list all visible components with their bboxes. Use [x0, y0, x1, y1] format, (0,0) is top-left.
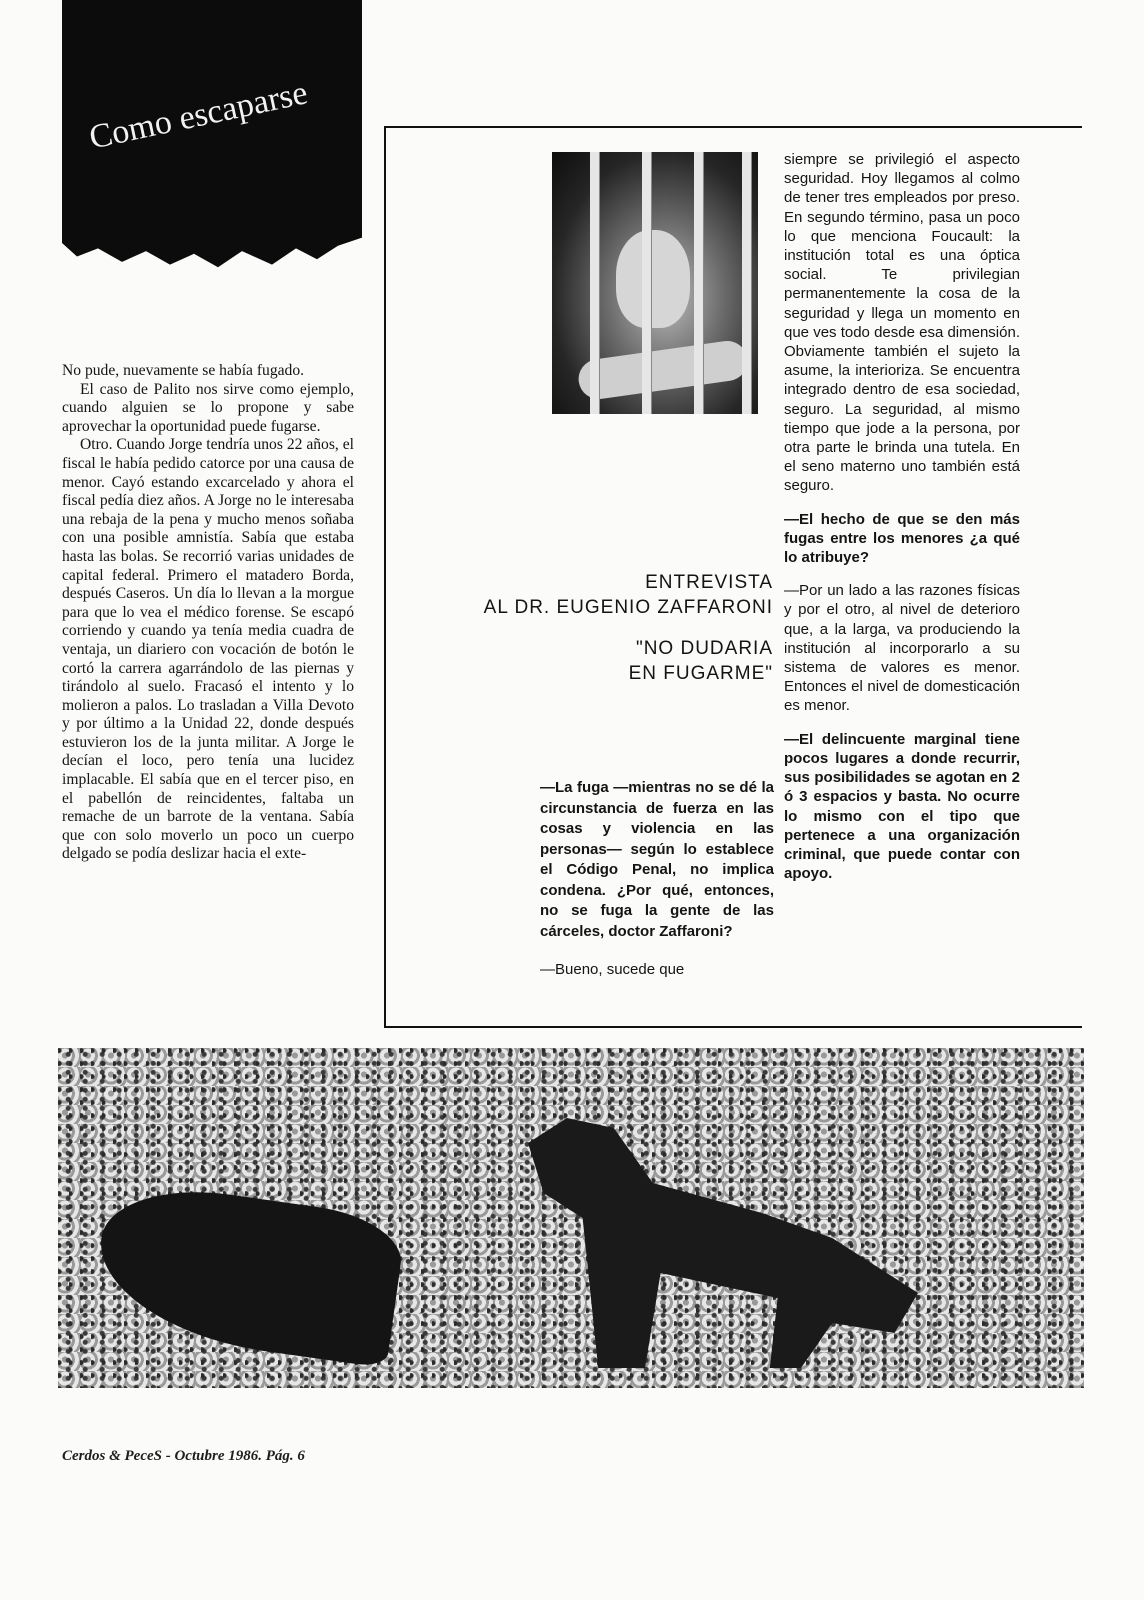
intro-question: —La fuga —mientras no se dé la circunstancia de fuerza en las cosas y violencia en las personas— según lo establece el Código Penal, no implica condena. ¿Por qué, entonces, no se fuga la gente de las cárceles, doctor Zaffaroni?	[540, 779, 774, 940]
intro-answer: —Bueno, sucede que	[540, 961, 685, 978]
window-bar	[642, 152, 651, 414]
right-column	[784, 150, 1020, 897]
answer-paragraph: siempre se privilegió el aspecto seguridad. Hoy llegamos al colmo de tener tres empleados por preso. En segundo término, pasa un poco lo que menciona Foucault: la institución total es una óptica social. Te privilegian permanentemente la cosa de la seguridad y llega un momento en que ves todo desde esa dimensión. Obviamente también el sujeto la asume, la interioriza. Se encuentra integrado dentro de esa sociedad, seguro. La seguridad, al mismo tiempo que jode a la persona, por otra parte le brinda una tutela. En el seno materno uno también está seguro.	[784, 151, 1020, 495]
prisoner-arm	[576, 338, 750, 401]
left-paragraph: No pude, nuevamente se había fugado.	[62, 362, 305, 379]
answer-paragraph: —El delincuente marginal tiene pocos lugares a donde recurrir, sus posibilidades se agotan en 2 ó 3 espacios y basta. No ocurre lo mismo con el tipo que pertenece a una organización criminal, que puede contar con apoyo.	[784, 730, 1020, 883]
interview-heading	[450, 570, 773, 620]
interview-quote-line2: EN FUGARME"	[628, 663, 773, 684]
interview-heading-line1: ENTREVISTA	[645, 572, 773, 593]
prisoner-behind-bars-photo	[552, 152, 758, 414]
answer-paragraph: —Por un lado a las razones físicas y por el otro, al nivel de deterioro que, a la larga, va produciendo la institución al incorporarlo a su sistema de valores es menor. Entonces el nivel de domesticación es menor.	[784, 582, 1020, 715]
window-bar	[694, 152, 703, 414]
interview-heading-line2: AL DR. EUGENIO ZAFFARONI	[483, 597, 773, 618]
article-title: Como escaparse	[86, 74, 311, 157]
window-bar	[742, 152, 751, 414]
crawling-figure-left	[89, 1178, 407, 1368]
crawling-figure-man	[528, 1118, 918, 1368]
window-bar	[590, 152, 599, 414]
interview-intro	[540, 778, 774, 981]
interview-quote	[450, 636, 773, 686]
left-paragraph: El caso de Palito nos sirve como ejemplo, cuando alguien se lo propone y sabe aprovechar la oportunidad puede fugarse.	[62, 380, 354, 435]
left-column	[62, 362, 354, 864]
question-paragraph: —El hecho de que se den más fugas entre los menores ¿a qué lo atribuye?	[784, 510, 1020, 567]
interview-quote-line1: "NO DUDARIA	[635, 638, 773, 659]
page-footer: Cerdos & PeceS - Octubre 1986. Pág. 6	[62, 1448, 305, 1464]
crawling-escape-photo	[58, 1048, 1084, 1388]
left-paragraph: Otro. Cuando Jorge tendría unos 22 años, el fiscal le había pedido catorce por una causa de menor. Cayó estando excarcelado y ahora el fiscal pedía diez años. A Jorge no le interesaba una rebaja de la pena y mucho menos soñaba con una posible amnistía. Sabía que estaba hasta las bolas. Se recorrió varias unidades de capital federal. Primero el matadero Borda, después Caseros. Un día lo llevan a la morgue para que lo vea el médico forense. Se escapó corriendo y cuando ya tenía media cuadra de ventaja, un diariero con vocación de botón le cortó la carrera agarrándolo de las piernas y tirándolo al suelo. Fracasó el intento y lo molieron a palos. Lo trasladan a Villa Devoto y por último a la Unidad 22, donde después estuvieron los de la junta militar. A Jorge le decían el loco, pero tenía una lucidez implacable. El sabía que en el tercer piso, en el pabellón de reincidentes, faltaba un remache de un barrote de la ventana. Sabía que con solo moverlo un poco un cuerpo delgado se podía deslizar hacia el exte-	[62, 436, 354, 863]
prisoner-face	[616, 230, 690, 328]
